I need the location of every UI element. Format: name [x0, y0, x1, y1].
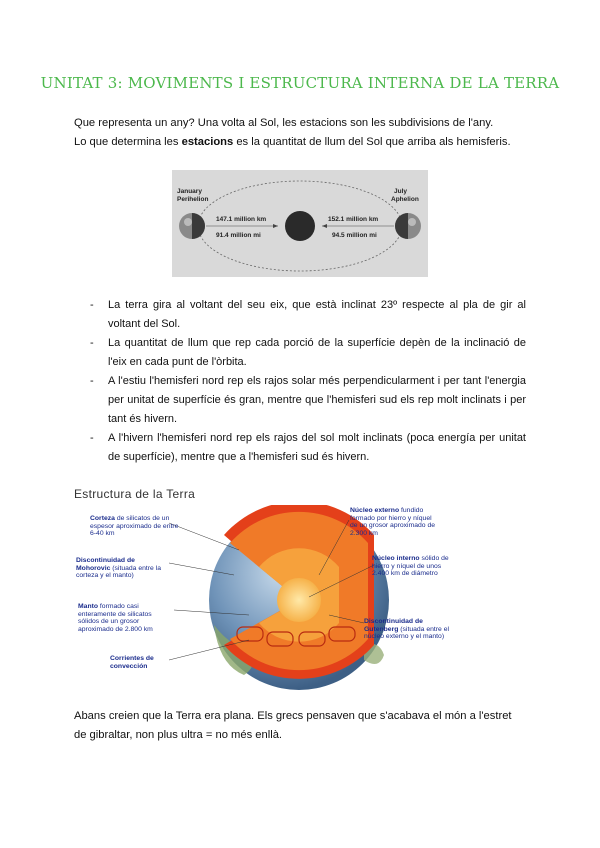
list-item: - La quantitat de llum que rep cada porció de la superfície depèn de la inclinació de l'eix en cada punt de l'òrbita.: [90, 337, 526, 368]
intro-bold-estacions: estacions: [181, 136, 234, 148]
label-mohorovic: Discontinuidad de Mohorovic (situada entre la corteza y el manto): [76, 557, 162, 579]
aphelion-km: 152.1 million km: [328, 216, 379, 223]
list-item: - A l'estiu l'hemisferi nord rep els rajos solar més perpendicularment i per tant l'energia per unitat de superfície és gran, mentre que l'hemisferi sud els rep molt inclinats i per tant és hivern.: [90, 375, 526, 425]
intro-line-2: [74, 134, 511, 150]
orbit-diagram: [172, 170, 428, 277]
perihelion-km: 147.1 million km: [216, 216, 267, 223]
sun-icon: [285, 211, 315, 241]
final-paragraph: Abans creien que la Terra era plana. Els grecs pensaven que s'acabava el món a l'estret de gibraltar, non plus ultra = no més enllà.: [74, 710, 512, 741]
earth-structure-figure: [74, 505, 524, 690]
intro-line-2-pre: Lo que determina les: [74, 136, 182, 148]
label-manto: Manto formado casi enteramente de silicatos sólidos de un grosor aproximado de 2.800 km: [78, 603, 153, 633]
label-nucleo-interno: Núcleo interno sólido de hierro y níquel de unos 2.400 km de diámetro: [372, 555, 449, 577]
label-corrientes: Corrientes de convección: [110, 655, 154, 670]
label-nucleo-externo: Núcleo externo fundido formado por hierro y níquel de un grosor aproximado de 2.300 km: [350, 507, 436, 537]
july-label: July: [394, 188, 408, 195]
label-gutenberg: Discontinuidad de Gutenberg (situada entre el núcleo externo y el manto): [364, 618, 450, 640]
aphelion-label: Aphelion: [391, 196, 419, 203]
perihelion-mi: 91.4 million mi: [216, 232, 261, 239]
label-corteza: Corteza de silicatos de un espesor aproximado de entre 6-40 km: [90, 515, 179, 537]
orbit-figure: [172, 170, 428, 277]
section-title: Estructura de la Terra: [74, 487, 196, 501]
list-item: - A l'hivern l'hemisferi nord rep els rajos del sol molt inclinats (poca energía per unitat de superfície), mentre que a l'hemisferi sud és hivern.: [90, 432, 526, 463]
intro-line-1: Que representa un any? Una volta al Sol, les estacions son les subdivisions de l'any.: [74, 117, 494, 129]
inner-core: [277, 578, 321, 622]
intro-line-2-post: es la quantitat de llum del Sol que arriba als hemisferis.: [233, 136, 511, 148]
bullet-list: [90, 296, 526, 467]
earth-left-icon: [179, 213, 205, 239]
left-arrow: [273, 224, 278, 228]
page-title: UNITAT 3: MOVIMENTS I ESTRUCTURA INTERNA DE LA TERRA: [40, 74, 560, 92]
january-label: January: [177, 188, 202, 195]
earth-right-icon: [395, 213, 421, 239]
perihelion-label: Perihelion: [177, 196, 209, 203]
right-arrow: [322, 224, 327, 228]
list-item: - La terra gira al voltant del seu eix, que està inclinat 23º respecte al pla de gir al voltant del Sol.: [90, 299, 526, 330]
aphelion-mi: 94.5 million mi: [332, 232, 377, 239]
